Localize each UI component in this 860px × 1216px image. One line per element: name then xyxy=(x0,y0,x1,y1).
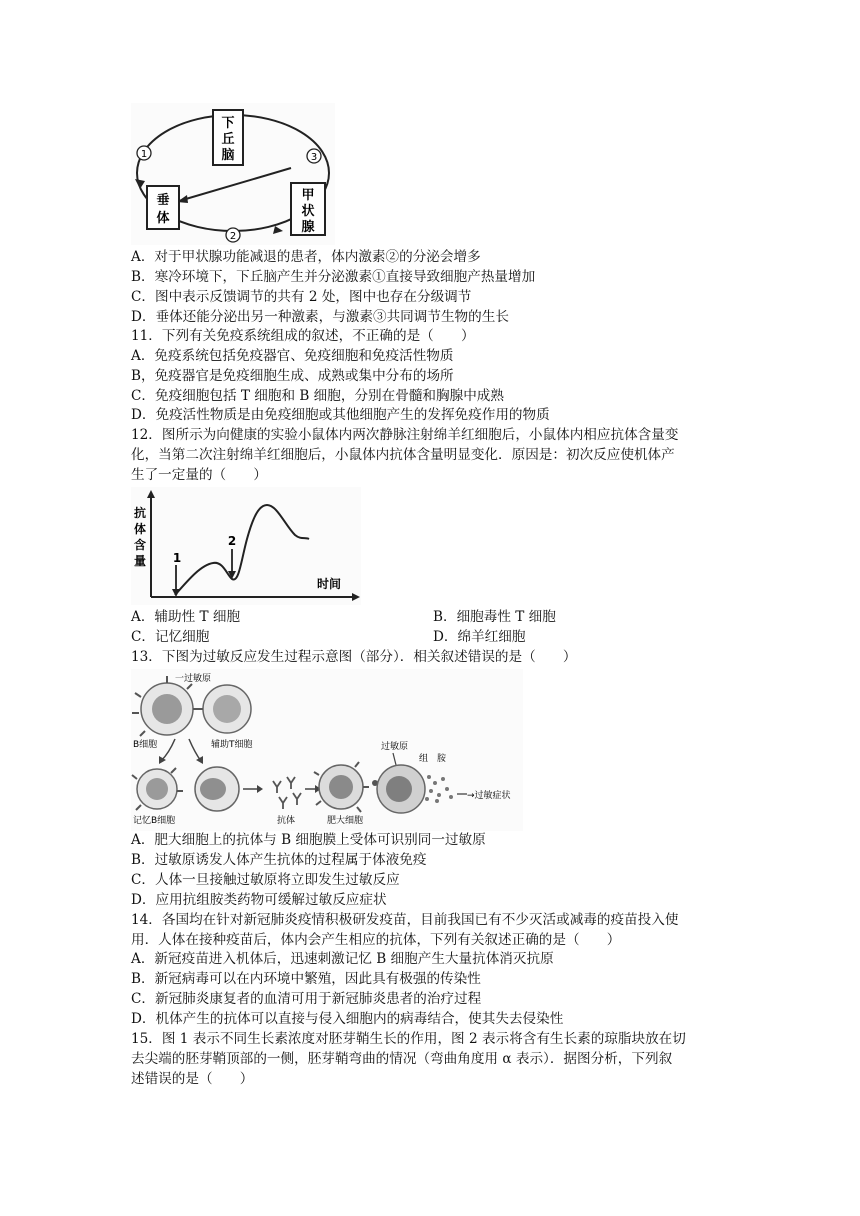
allergen2-label: 过敏原 xyxy=(381,742,409,752)
antibody-curve-figure xyxy=(131,487,361,605)
allergy-process-figure xyxy=(131,669,523,831)
pituitary-label-2: 体 xyxy=(156,211,170,226)
y-label-char-4: 量 xyxy=(133,554,147,568)
q10-option-c: C．图中表示反馈调节的共有 2 处，图中也存在分级调节 xyxy=(131,289,472,305)
degranulating-mast-cell xyxy=(377,765,425,813)
q12-option-d: D．绵羊红细胞 xyxy=(433,629,526,645)
x-axis-label: 时间 xyxy=(317,577,342,591)
q10-option-d: D．垂体还能分泌出另一种激素，与激素③共同调节生物的生长 xyxy=(131,309,509,325)
y-label-char-3: 含 xyxy=(133,538,147,552)
q13-option-c: C．人体一旦接触过敏原将立即发生过敏反应 xyxy=(131,872,400,888)
injection-marker-1: 1 xyxy=(172,551,182,565)
q12-option-b: B．细胞毒性 T 细胞 xyxy=(433,609,556,625)
q14-option-b: B．新冠病毒可以在内环境中繁殖，因此具有极强的传染性 xyxy=(131,971,481,987)
b-cell-label: B细胞 xyxy=(133,740,158,750)
thyroid-label-2: 状 xyxy=(301,204,315,219)
allergen-top-label: 一过敏原 xyxy=(175,674,212,684)
hypothalamus-label-2: 丘 xyxy=(221,132,235,147)
hormone-regulation-figure xyxy=(131,103,335,245)
thyroid-label-1: 甲 xyxy=(301,188,315,203)
arrow-label-3: 3 xyxy=(310,152,318,163)
symptom-label: →过敏症状 xyxy=(467,791,511,801)
q11-option-c: C．免疫细胞包括 T 细胞和 B 细胞，分别在骨髓和胸腺中成熟 xyxy=(131,388,504,404)
q11-option-d: D．免疫活性物质是由免疫细胞或其他细胞产生的发挥免疫作用的物质 xyxy=(131,407,550,423)
q11-option-a: A．免疫系统包括免疫器官、免疫细胞和免疫活性物质 xyxy=(131,348,454,364)
q15-stem-line-1: 15．图 1 表示不同生长素浓度对胚芽鞘生长的作用，图 2 表示将含有生长素的琼脂块放在切 xyxy=(131,1031,686,1047)
q11-stem: 11．下列有关免疫系统组成的叙述，不正确的是（ ） xyxy=(131,328,475,344)
q14-stem-line-2: 用．人体在接种疫苗后，体内会产生相应的抗体，下列有关叙述正确的是（ ） xyxy=(131,932,621,948)
histamine-label: 组 胺 xyxy=(419,754,447,764)
helper-t-label: 辅助T细胞 xyxy=(211,740,253,750)
arrow-label-2: 2 xyxy=(229,231,237,242)
q13-stem: 13．下图为过敏反应发生过程示意图（部分）．相关叙述错误的是（ ） xyxy=(131,649,577,665)
mast-cell-label: 肥大细胞 xyxy=(327,816,364,826)
memory-b-label: 记忆B细胞 xyxy=(133,816,176,826)
q12-stem-line-1: 12．图所示为向健康的实验小鼠体内两次静脉注射绵羊红细胞后，小鼠体内相应抗体含量变 xyxy=(131,427,679,443)
q12-option-c: C．记忆细胞 xyxy=(131,629,210,645)
q14-option-a: A．新冠疫苗进入机体后，迅速刺激记忆 B 细胞产生大量抗体消灭抗原 xyxy=(131,951,554,967)
q10-option-a: A．对于甲状腺功能减退的患者，体内激素②的分泌会增多 xyxy=(131,249,481,265)
hypothalamus-label-3: 脑 xyxy=(221,148,235,163)
q10-option-b: B．寒冷环境下，下丘脑产生并分泌激素①直接导致细胞产热量增加 xyxy=(131,269,536,285)
arrow-label-1: 1 xyxy=(140,149,148,160)
q14-option-c: C．新冠肺炎康复者的血清可用于新冠肺炎患者的治疗过程 xyxy=(131,991,482,1007)
antibody-label: 抗体 xyxy=(277,816,296,826)
pituitary-label-1: 垂 xyxy=(156,193,170,208)
hypothalamus-label-1: 下 xyxy=(221,116,235,131)
q12-stem-line-2: 化，当第二次注射绵羊红细胞后，小鼠体内抗体含量明显变化．原因是：初次反应使机体产 xyxy=(131,447,675,463)
q13-option-b: B．过敏原诱发人体产生抗体的过程属于体液免疫 xyxy=(131,852,427,868)
helper-t-cell xyxy=(203,685,251,733)
q12-stem-line-3: 生了一定量的（ ） xyxy=(131,467,267,483)
q11-option-b: B，免疫器官是免疫细胞生成、成熟或集中分布的场所 xyxy=(131,368,454,384)
plasma-cell xyxy=(195,767,239,811)
y-label-char-1: 抗 xyxy=(133,506,147,520)
injection-marker-2: 2 xyxy=(227,534,237,548)
q13-option-a: A．肥大细胞上的抗体与 B 细胞膜上受体可识别同一过敏原 xyxy=(131,832,486,848)
y-label-char-2: 体 xyxy=(133,522,147,536)
q12-option-a: A．辅助性 T 细胞 xyxy=(131,609,241,625)
q14-stem-line-1: 14．各国均在针对新冠肺炎疫情积极研发疫苗，目前我国已有不少灭活或减毒的疫苗投入使 xyxy=(131,912,679,928)
q15-stem-line-2: 去尖端的胚芽鞘顶部的一侧，胚芽鞘弯曲的情况（弯曲角度用 α 表示）．据图分析，下列叙 xyxy=(131,1051,673,1067)
q14-option-d: D．机体产生的抗体可以直接与侵入细胞内的病毒结合，使其失去侵染性 xyxy=(131,1011,564,1027)
thyroid-label-3: 腺 xyxy=(301,220,315,235)
q13-option-d: D．应用抗组胺类药物可缓解过敏反应症状 xyxy=(131,892,387,908)
q15-stem-line-3: 述错误的是（ ） xyxy=(131,1071,254,1087)
